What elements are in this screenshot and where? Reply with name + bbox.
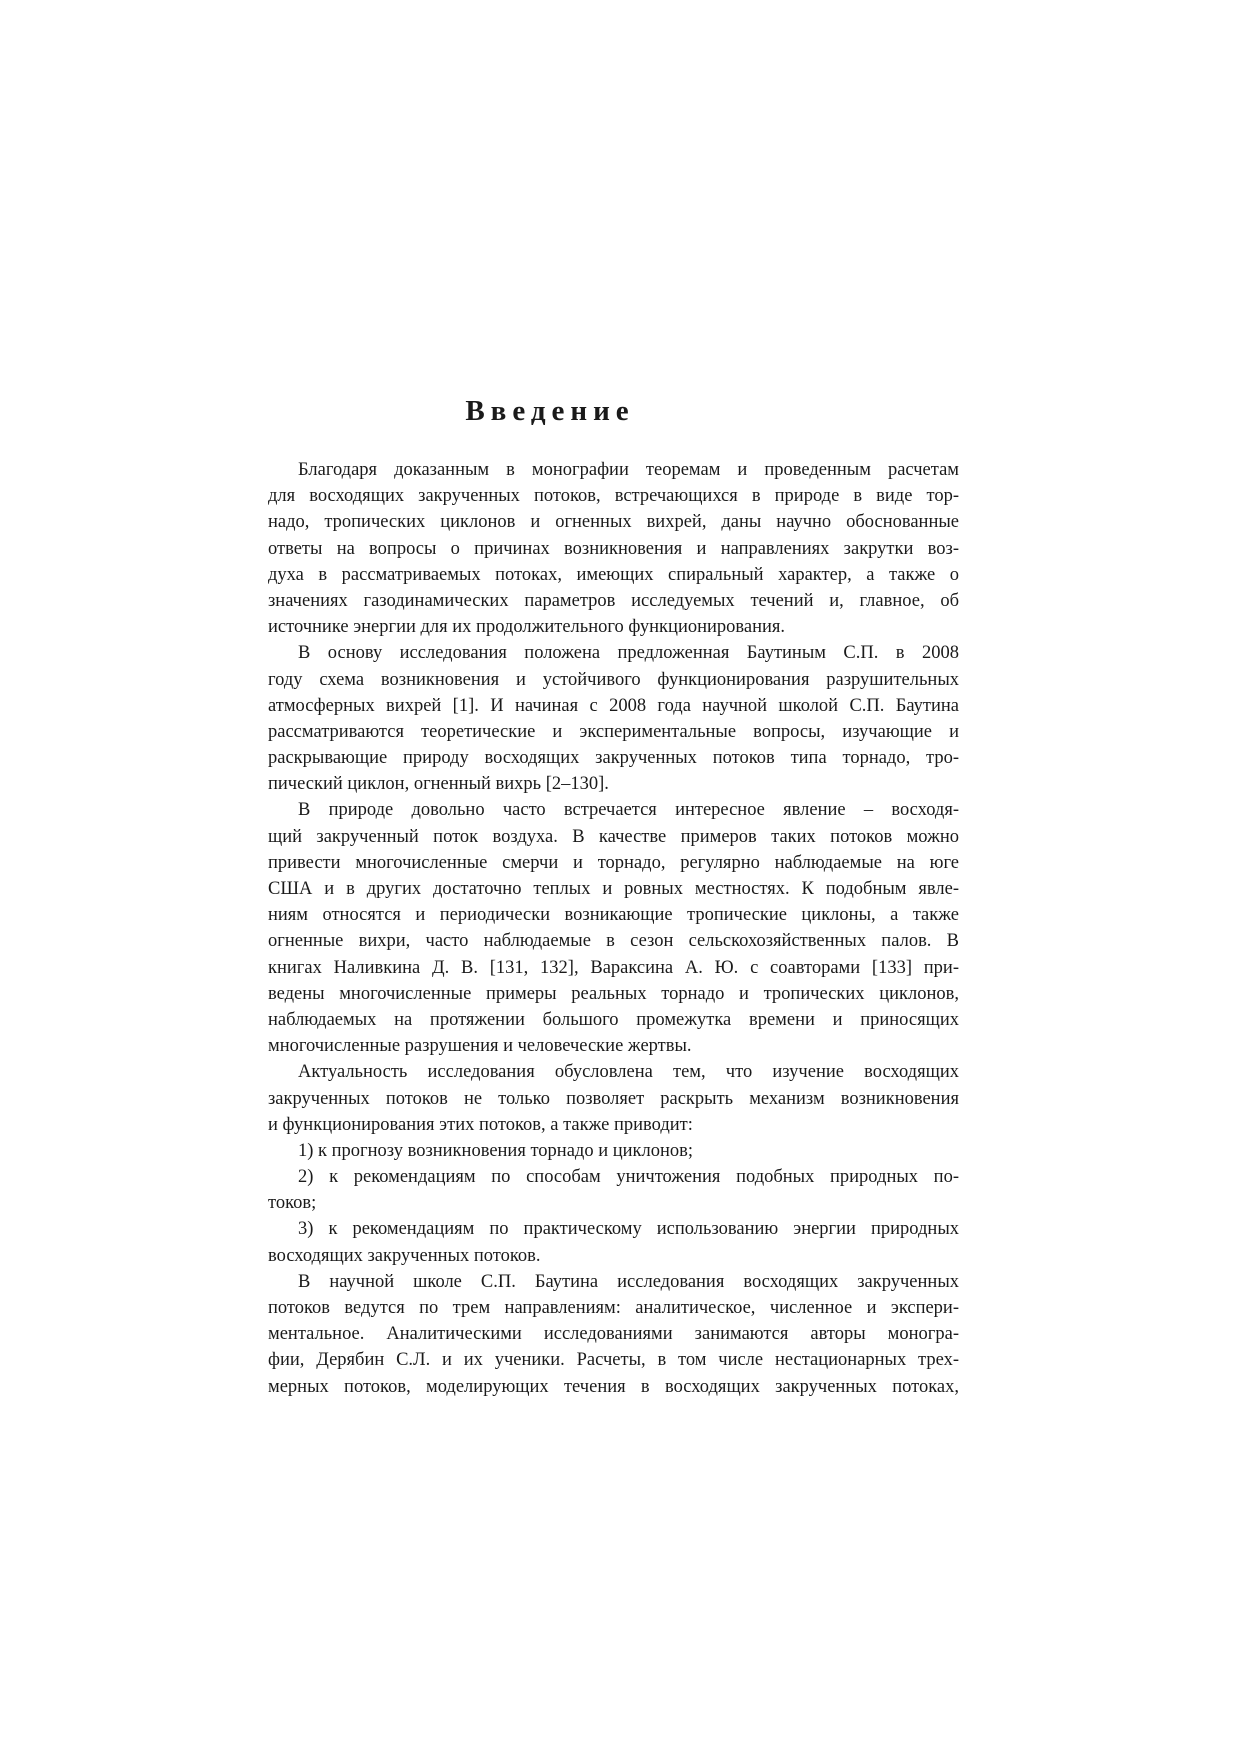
text-line: году схема возникновения и устойчивого функционирования разрушительных — [268, 669, 959, 690]
text-line: ментальное. Аналитическими исследованиями занимаются авторы моногра- — [268, 1324, 959, 1345]
text-line: В основу исследования положена предложенная Баутиным С.П. в 2008 — [298, 643, 959, 664]
text-line: источнике энергии для их продолжительного функционирования. — [268, 617, 786, 638]
text-line: огненные вихри, часто наблюдаемые в сезон сельскохозяйственных палов. В — [268, 931, 959, 952]
text-line: 3) к рекомендациям по практическому использованию энергии природных — [298, 1219, 959, 1240]
text-line: закрученных потоков не только позволяет раскрыть механизм возникновения — [268, 1088, 959, 1109]
text-line: потоков ведутся по трем направлениям: аналитическое, численное и экспери- — [268, 1298, 959, 1318]
text-line: ответы на вопросы о причинах возникновения и направлениях закрутки воз- — [268, 538, 959, 559]
text-line: В научной школе С.П. Баутина исследования восходящих закрученных — [298, 1271, 959, 1292]
body-text — [268, 457, 959, 1400]
text-line: надо, тропических циклонов и огненных вихрей, даны научно обоснованные — [268, 512, 959, 533]
text-line: и функционирования этих потоков, а также приводит: — [268, 1114, 693, 1135]
text-line: Актуальность исследования обусловлена тем, что изучение восходящих — [298, 1062, 959, 1083]
text-line: щий закрученный поток воздуха. В качестве примеров таких потоков можно — [268, 826, 959, 847]
text-line: токов; — [268, 1193, 317, 1214]
text-line: атмосферных вихрей [1]. И начиная с 2008 года научной школой С.П. Баутина — [268, 695, 959, 716]
text-line: ниям относятся и периодически возникающие тропические циклоны, а также — [268, 905, 959, 926]
text-line: фии, Дерябин С.Л. и их ученики. Расчеты, в том числе нестационарных трех- — [268, 1350, 959, 1371]
text-line: духа в рассматриваемых потоках, имеющих спиральный характер, а также о — [268, 564, 959, 585]
page-title: Введение — [465, 395, 635, 427]
text-line: США и в других достаточно теплых и ровных местностях. К подобным явле- — [268, 879, 959, 899]
text-line: наблюдаемых на протяжении большого промежутка времени и приносящих — [268, 1009, 959, 1030]
text-line: Благодаря доказанным в монографии теоремам и проведенным расчетам — [298, 460, 959, 480]
text-line: для восходящих закрученных потоков, встречающихся в природе в виде тор- — [268, 486, 959, 507]
text-line: В природе довольно часто встречается интересное явление – восходя- — [298, 800, 959, 821]
text-line: 2) к рекомендациям по способам уничтожения подобных природных по- — [298, 1167, 959, 1188]
text-line: многочисленные разрушения и человеческие жертвы. — [268, 1036, 692, 1057]
text-line: значениях газодинамических параметров исследуемых течений и, главное, об — [268, 590, 959, 611]
text-line: рассматриваются теоретические и экспериментальные вопросы, изучающие и — [268, 721, 959, 742]
text-line: раскрывающие природу восходящих закрученных потоков типа торнадо, тро- — [268, 748, 959, 769]
text-line: пический циклон, огненный вихрь [2–130]. — [268, 774, 609, 795]
text-line: восходящих закрученных потоков. — [268, 1245, 541, 1266]
text-line: привести многочисленные смерчи и торнадо, регулярно наблюдаемые на юге — [268, 852, 959, 873]
text-line: книгах Наливкина Д. В. [131, 132], Вараксина А. Ю. с соавторами [133] при- — [268, 957, 959, 978]
text-line: 1) к прогнозу возникновения торнадо и циклонов; — [298, 1140, 694, 1161]
text-line: ведены многочисленные примеры реальных торнадо и тропических циклонов, — [268, 983, 959, 1004]
text-line: мерных потоков, моделирующих течения в восходящих закрученных потоках, — [268, 1376, 959, 1397]
